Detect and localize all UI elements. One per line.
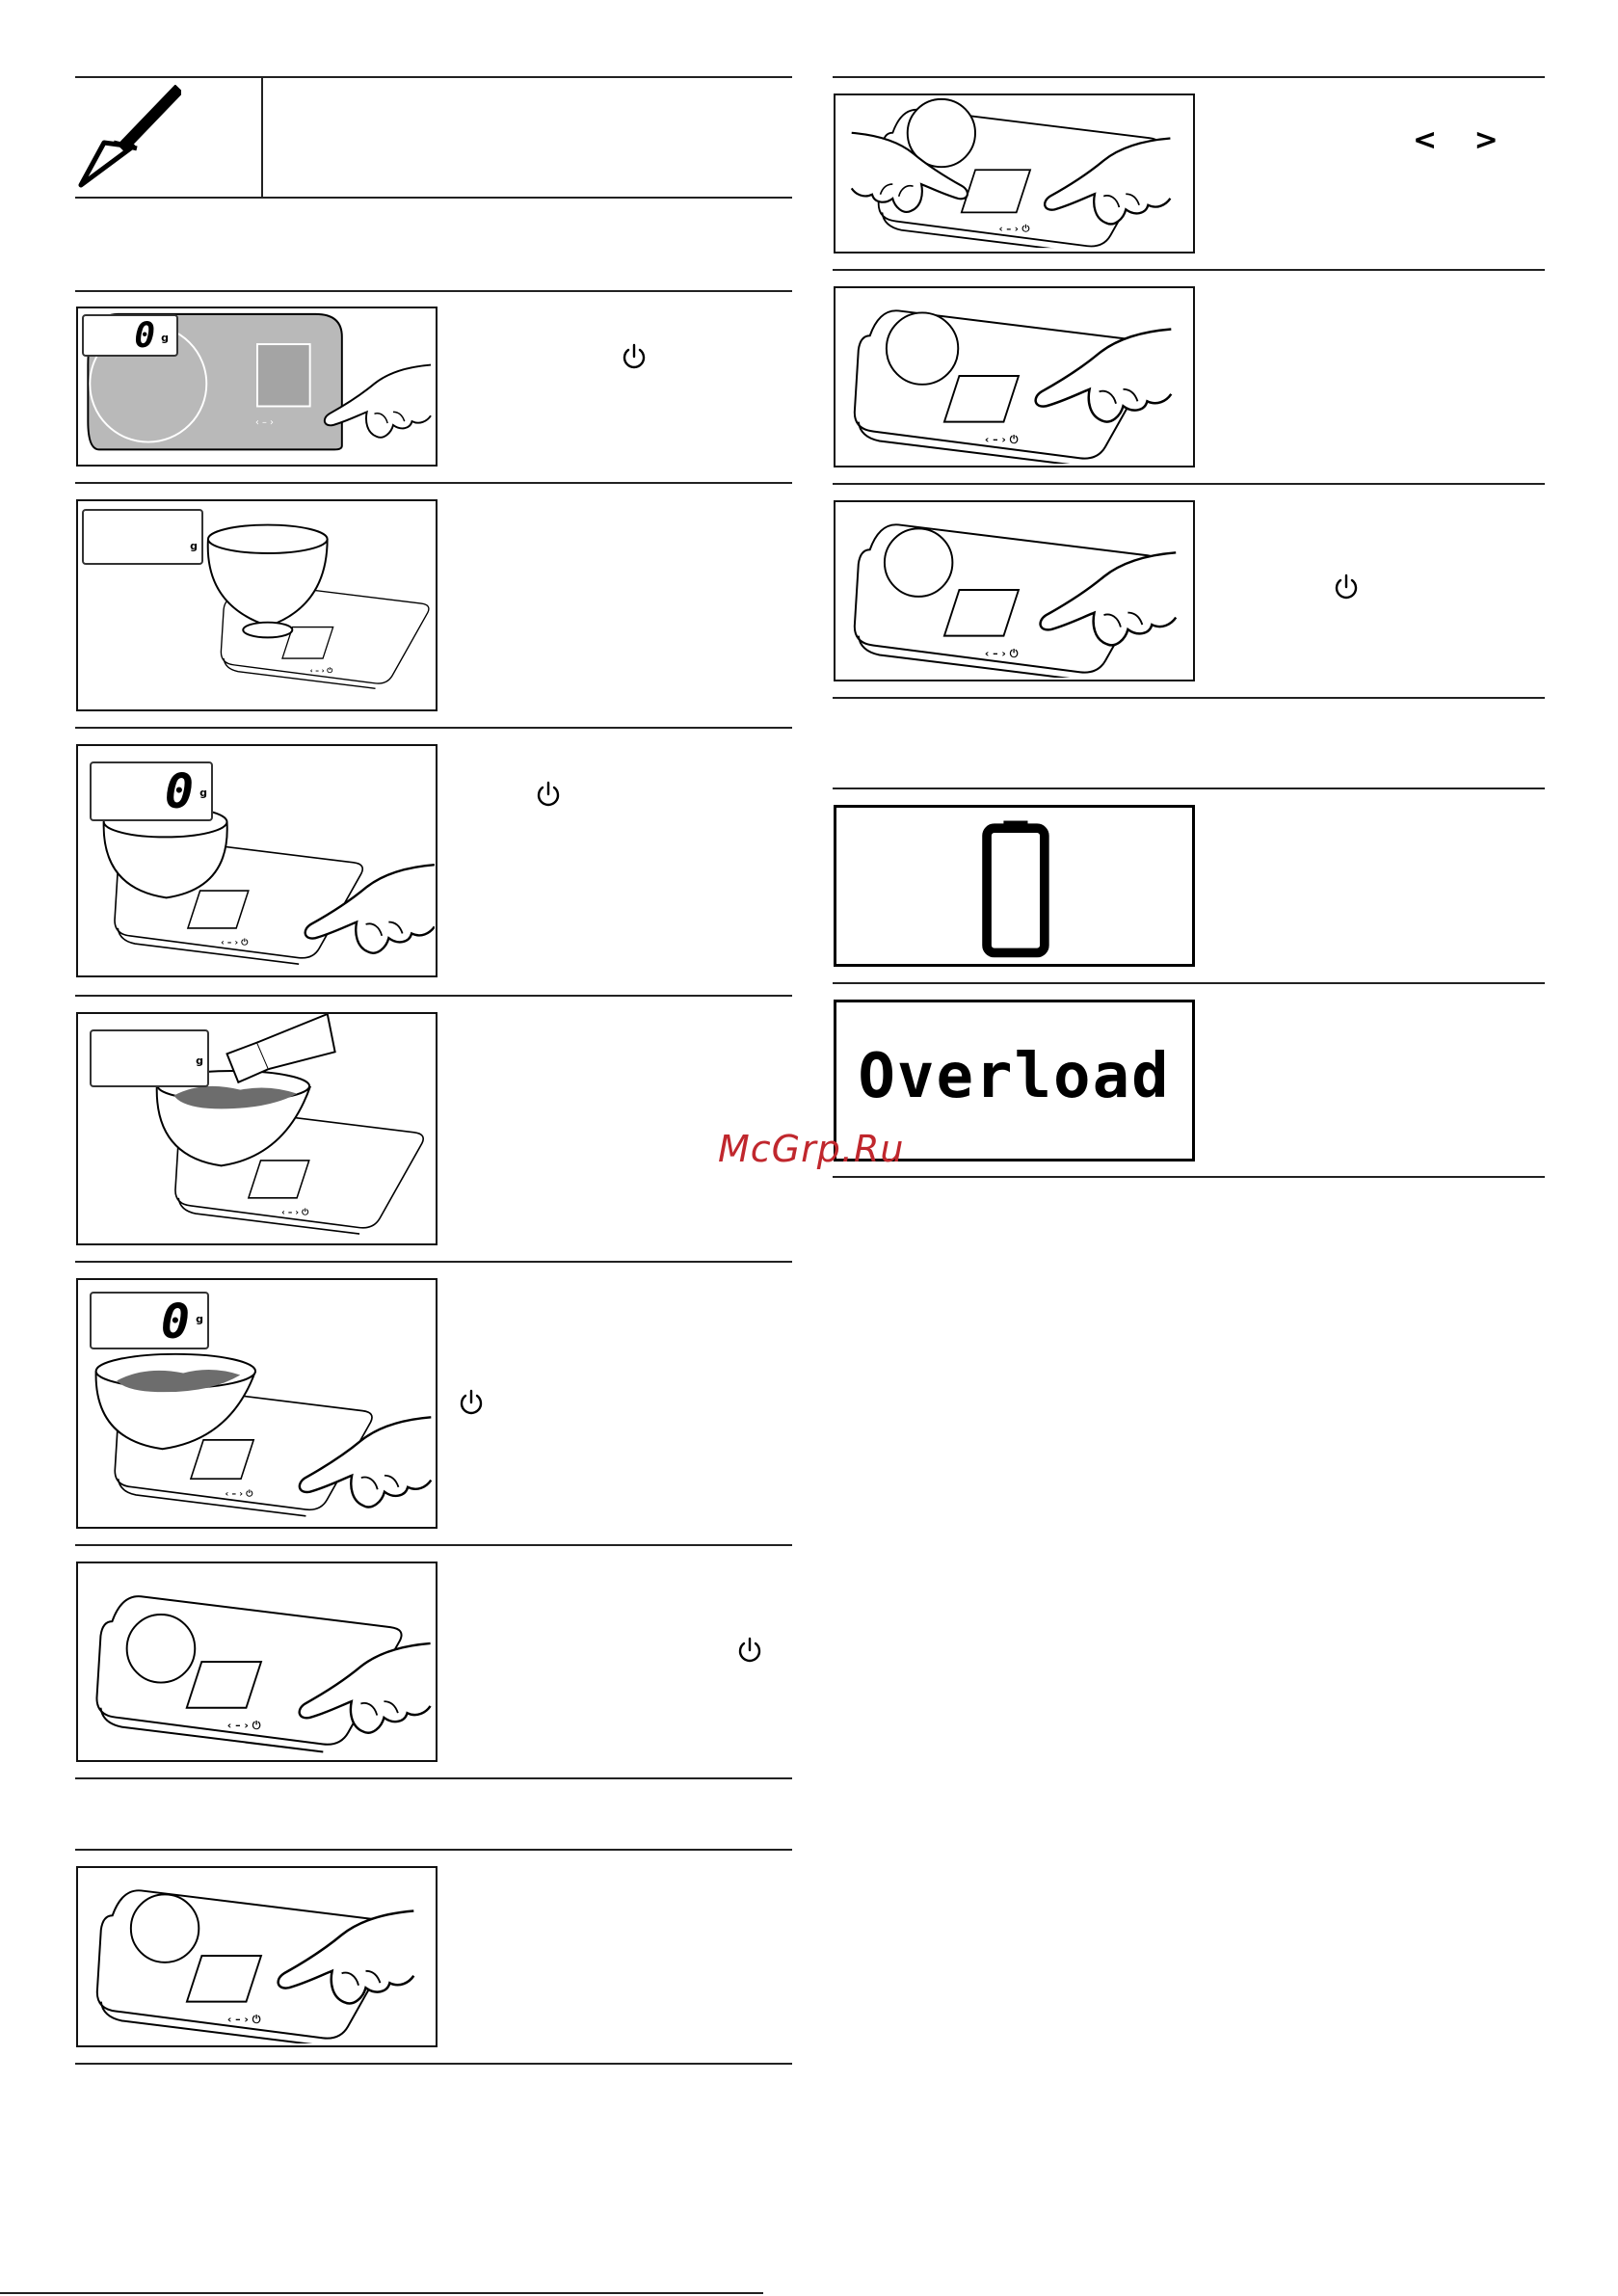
step-4-illustration [76, 1012, 438, 1245]
display-unit: g [199, 787, 207, 799]
display-unit: g [196, 1313, 203, 1325]
power-icon [620, 342, 649, 371]
step-6-illustration [76, 1562, 438, 1762]
watermark: McGrp.Ru [718, 1128, 905, 1170]
power-icon [1332, 573, 1361, 601]
power-icon [457, 1388, 486, 1417]
display-digit: 0 [134, 316, 155, 356]
step-3-illustration [76, 744, 438, 977]
step-r3-illustration [834, 500, 1195, 681]
scale-display [90, 761, 213, 821]
display-digit: 0 [164, 763, 194, 819]
step-5-illustration [76, 1278, 438, 1529]
step-r1-illustration [834, 93, 1195, 254]
step-2-illustration [76, 499, 438, 711]
display-digit: 0 [160, 1294, 190, 1349]
step-1-illustration [76, 307, 438, 467]
scale-display [82, 314, 178, 357]
display-unit: g [196, 1055, 203, 1067]
svg-text:‹ – ›: ‹ – › [255, 417, 274, 429]
overload-text: Overload [858, 1041, 1171, 1112]
scale-display [90, 1292, 209, 1349]
battery-display [834, 805, 1195, 967]
step-r2-illustration [834, 286, 1195, 467]
scale-display [90, 1029, 209, 1087]
scale-display [82, 509, 203, 565]
knife-icon [75, 85, 181, 191]
navigation-arrows: < > [1413, 123, 1512, 157]
step-7-illustration [76, 1866, 438, 2047]
power-icon [735, 1636, 764, 1665]
display-unit: g [190, 540, 198, 552]
power-icon [534, 780, 563, 809]
display-unit: g [161, 332, 169, 344]
